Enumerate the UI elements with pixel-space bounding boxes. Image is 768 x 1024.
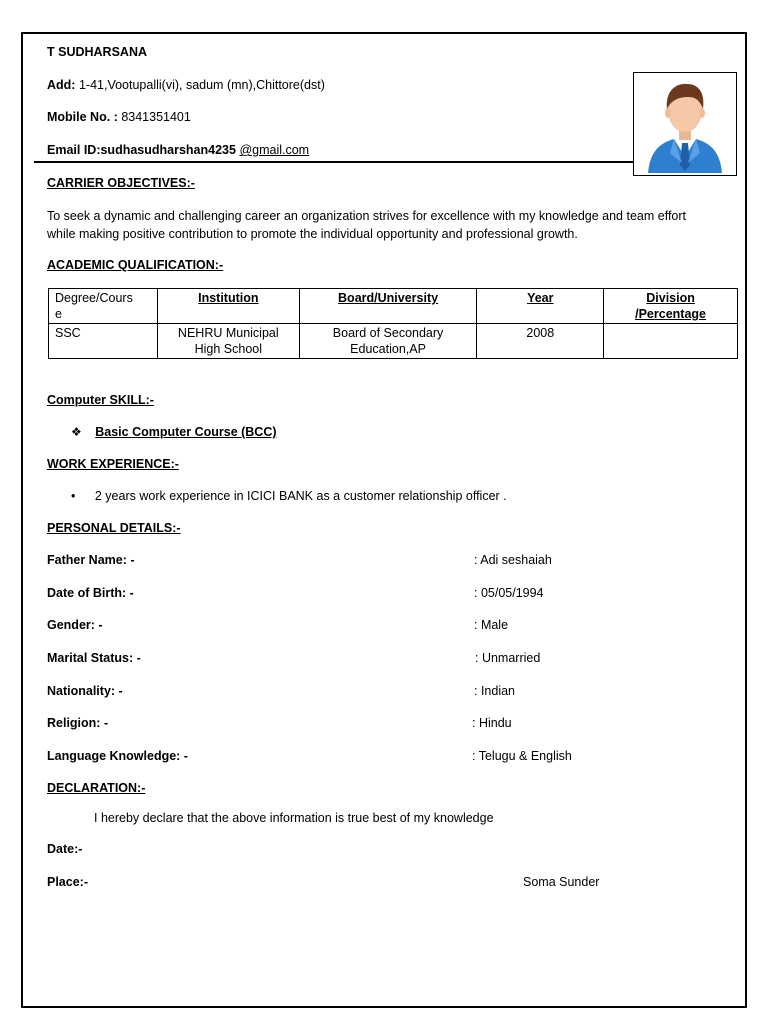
signature-name: Soma Sunder	[523, 875, 600, 889]
religion-label: Religion: -	[47, 716, 109, 730]
objectives-line: while making positive contribution to promote the individual opportunity and professional growth.	[47, 227, 578, 241]
address-line	[47, 78, 325, 92]
email-line	[47, 143, 309, 157]
work-item	[71, 489, 507, 503]
table-header-row	[49, 289, 738, 324]
computer-item-label: Basic Computer Course (BCC)	[95, 425, 277, 439]
candidate-name: T SUDHARSANA	[47, 45, 147, 59]
father-name-label: Father Name: -	[47, 553, 135, 567]
objectives-heading: CARRIER OBJECTIVES:-	[47, 176, 195, 190]
email-label: Email ID:sudhasudharshan4235	[47, 143, 236, 157]
cell-year: 2008	[477, 324, 604, 359]
marital-status-value: : Unmarried	[475, 651, 541, 665]
objectives-line: To seek a dynamic and challenging career an organization strives for excellence with my knowledge and team effort	[47, 209, 687, 223]
father-name-value: : Adi seshaiah	[474, 553, 552, 567]
mobile-line	[47, 110, 191, 124]
address-value: 1-41,Vootupalli(vi), sadum (mn),Chittore(dst)	[78, 78, 325, 92]
cell-board: Board of Secondary Education,AP	[299, 324, 477, 359]
cell-division	[604, 324, 738, 359]
diamond-bullet-icon: ❖	[71, 425, 82, 439]
language-label: Language Knowledge: -	[47, 749, 188, 763]
date-label: Date:-	[47, 842, 83, 856]
resume-page	[21, 32, 747, 1008]
cell-institution: NEHRU Municipal High School	[157, 324, 299, 359]
mobile-value: 8341351401	[121, 110, 191, 124]
academic-table	[48, 288, 738, 359]
nationality-label: Nationality: -	[47, 684, 123, 698]
table-row	[49, 324, 738, 359]
work-item-label: 2 years work experience in ICICI BANK as a customer relationship officer .	[94, 489, 507, 503]
academic-heading: ACADEMIC QUALIFICATION:-	[47, 258, 224, 272]
header-divider	[34, 161, 636, 163]
header-division: Division /Percentage	[604, 289, 738, 324]
mobile-label: Mobile No. :	[47, 110, 118, 124]
address-label: Add:	[47, 78, 76, 92]
dob-label: Date of Birth: -	[47, 586, 134, 600]
marital-status-label: Marital Status: -	[47, 651, 141, 665]
profile-photo	[633, 72, 737, 176]
computer-heading: Computer SKILL:-	[47, 393, 154, 407]
dob-value: : 05/05/1994	[474, 586, 544, 600]
religion-value: : Hindu	[472, 716, 512, 730]
language-value: : Telugu & English	[472, 749, 572, 763]
declaration-text: I hereby declare that the above information is true best of my knowledge	[94, 811, 494, 825]
place-label: Place:-	[47, 875, 88, 889]
header-degree: Degree/Cours e	[49, 289, 158, 324]
header-year: Year	[477, 289, 604, 324]
nationality-value: : Indian	[474, 684, 516, 698]
gender-value: : Male	[474, 618, 509, 632]
header-board: Board/University	[299, 289, 477, 324]
work-heading: WORK EXPERIENCE:-	[47, 457, 179, 471]
header-institution: Institution	[157, 289, 299, 324]
cell-degree: SSC	[49, 324, 158, 359]
computer-item	[71, 425, 277, 439]
declaration-heading: DECLARATION:-	[47, 781, 146, 795]
email-link[interactable]: @gmail.com	[239, 143, 310, 157]
gender-label: Gender: -	[47, 618, 103, 632]
avatar-icon	[634, 73, 736, 175]
personal-heading: PERSONAL DETAILS:-	[47, 521, 181, 535]
bullet-icon: •	[71, 489, 76, 503]
objectives-text	[47, 207, 723, 243]
